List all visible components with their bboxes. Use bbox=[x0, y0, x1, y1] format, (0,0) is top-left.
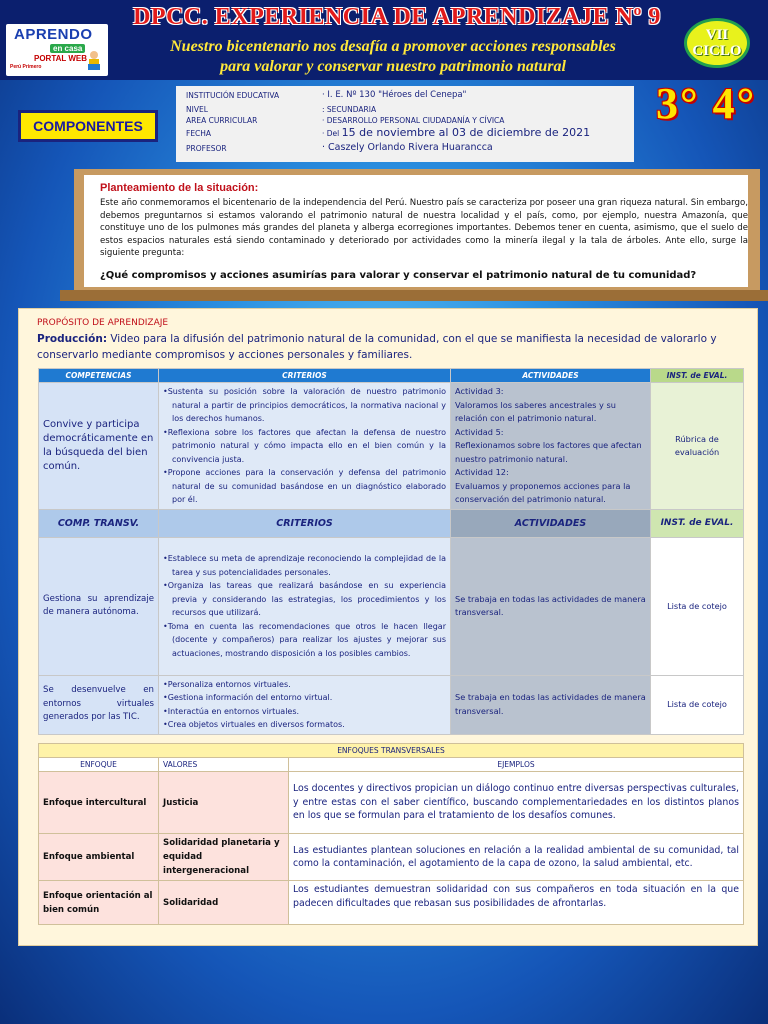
subtitle-line2: para valorar y conservar nuestro patrimonio natural bbox=[220, 58, 566, 75]
col-header: VALORES bbox=[159, 758, 289, 772]
activity-title: Actividad 3: bbox=[455, 386, 504, 396]
subtitle-line1: Nuestro bicentenario nos desafía a promover acciones responsables bbox=[170, 38, 616, 55]
col-header: COMP. TRANSV. bbox=[39, 509, 159, 537]
competency-cell: Convive y participa democráticamente en la búsqueda del bien común. bbox=[39, 383, 159, 510]
activities-cell bbox=[451, 383, 651, 510]
competencies-table bbox=[38, 368, 744, 735]
criterion-item: • Toma en cuenta las recomendaciones que otros le hacen llegar (docente y compañeros) para realizar los ajustes y mejorar sus actuaciones, mostrando disposición a los posibles cambios. bbox=[163, 620, 446, 661]
col-header: ACTIVIDADES bbox=[451, 369, 651, 383]
criteria-cell bbox=[159, 537, 451, 675]
criterion-item: • Crea objetos virtuales en diversos formatos. bbox=[163, 718, 446, 732]
situation-card bbox=[84, 175, 748, 287]
instrument-cell: Rúbrica de evaluación bbox=[651, 383, 744, 510]
col-header: INST. de EVAL. bbox=[651, 369, 744, 383]
activity-text: Reflexionamos sobre los factores que afectan nuestro patrimonio natural. bbox=[455, 440, 642, 464]
student-icon bbox=[86, 50, 102, 72]
activities-cell: Se trabaja en todas las actividades de manera transversal. bbox=[451, 675, 651, 734]
cycle-line1: VII bbox=[705, 27, 729, 43]
approaches-table bbox=[38, 743, 744, 925]
col-header: INST. de EVAL. bbox=[651, 509, 744, 537]
aprendo-en-casa-logo bbox=[6, 24, 108, 76]
logo-line4: Perú Primero bbox=[10, 64, 42, 70]
situation-body: Este año conmemoramos el bicentenario de la independencia del Perú. Nuestro país se caracteriza por poseer una gran riqueza natural. Sin embargo, debemos preguntarnos si estamos valorando el patrimonio natural de nuestra localidad y el país, como, por ejemplo, nuestra Amazonía, que constituye uno de los pulmones más grandes del planeta y alberga ecorregiones importantes. Debemos tener en cuenta, asimismo, que el suelo de estos espacios naturales está siendo contaminado y deteriorado por actividades como la minería ilegal y la tala de árboles. Ante ello, surge la siguiente pregunta: bbox=[100, 198, 748, 258]
criterion-item: • Establece su meta de aprendizaje reconociendo la complejidad de la tarea y sus potencialidades personales. bbox=[163, 552, 446, 579]
info-label: INSTITUCIÓN EDUCATIVA bbox=[186, 91, 280, 100]
col-header: ENFOQUE bbox=[39, 758, 159, 772]
approaches-title: ENFOQUES TRANSVERSALES bbox=[39, 744, 744, 758]
criteria-cell bbox=[159, 383, 451, 510]
instrument-cell: Lista de cotejo bbox=[651, 675, 744, 734]
logo-line2: en casa bbox=[50, 44, 85, 53]
page-subtitle bbox=[108, 37, 678, 77]
approach-cell: Enfoque ambiental bbox=[39, 834, 159, 881]
components-label: COMPONENTES bbox=[18, 110, 158, 142]
info-value: · Caszely Orlando Rivera Huarancca bbox=[322, 142, 493, 153]
info-label: AREA CURRICULAR bbox=[186, 116, 258, 125]
info-box bbox=[176, 86, 634, 162]
info-value: · I. E. Nº 130 "Héroes del Cenepa" bbox=[322, 90, 467, 100]
col-header: CRITERIOS bbox=[159, 509, 451, 537]
approach-cell: Enfoque orientación al bien común bbox=[39, 881, 159, 925]
criterion-item: • Reflexiona sobre los factores que afectan la defensa de nuestro patrimonio natural y cómo impacta ello en el bien común y la convivencia justa. bbox=[163, 426, 446, 467]
criterion-item: • Sustenta su posición sobre la valoración de nuestro patrimonio natural a partir de principios democráticos, la normativa nacional y los derechos humanos. bbox=[163, 385, 446, 426]
situation-title: Planteamiento de la situación: bbox=[100, 182, 259, 194]
competency-cell: Se desenvuelve en entornos virtuales generados por las TIC. bbox=[39, 675, 159, 734]
activities-cell: Se trabaja en todas las actividades de manera transversal. bbox=[451, 537, 651, 675]
criterion-item: • Gestiona información del entorno virtual. bbox=[163, 691, 446, 705]
production-text bbox=[37, 331, 737, 363]
info-value: · DESARROLLO PERSONAL CIUDADANÍA Y CÍVICA bbox=[322, 116, 505, 125]
criterion-item: • Organiza las tareas que realizará basándose en su experiencia previa y considerando las estrategias, los procedimientos y los recursos que utilizará. bbox=[163, 579, 446, 620]
criterion-item: • Personaliza entornos virtuales. bbox=[163, 678, 446, 692]
col-header: COMPETENCIAS bbox=[39, 369, 159, 383]
example-cell: Los docentes y directivos propician un diálogo continuo entre diversas perspectivas culturales, y entre estas con el saber científico, buscando complementariedades en los distintos planos en los que se formulan para el tratamiento de los desafíos comunes. bbox=[289, 772, 744, 834]
date-prefix: · Del bbox=[322, 129, 342, 138]
criterion-item: • Propone acciones para la conservación y defensa del patrimonio natural de su comunidad basándose en un diagnóstico elaborado por él. bbox=[163, 466, 446, 507]
situation-question: ¿Qué compromisos y acciones asumirías para valorar y conservar el patrimonio natural de tu comunidad? bbox=[100, 270, 697, 281]
logo-line1: APRENDO bbox=[14, 26, 93, 43]
criteria-cell bbox=[159, 675, 451, 734]
main-panel bbox=[18, 308, 758, 946]
info-label: FECHA bbox=[186, 129, 212, 138]
date-value: 15 de noviembre al 03 de diciembre de 2021 bbox=[341, 126, 591, 139]
board-shelf bbox=[60, 290, 768, 301]
activity-title: Actividad 12: bbox=[455, 467, 509, 477]
value-cell: Solidaridad bbox=[159, 881, 289, 925]
value-cell: Justicia bbox=[159, 772, 289, 834]
value-cell: Solidaridad planetaria y equidad intergeneracional bbox=[159, 834, 289, 881]
purpose-label: PROPÓSITO DE APRENDIZAJE bbox=[37, 318, 169, 328]
info-label: PROFESOR bbox=[186, 144, 227, 153]
competency-cell: Gestiona su aprendizaje de manera autónoma. bbox=[39, 537, 159, 675]
production-label: Producción: bbox=[37, 333, 108, 345]
example-cell: Los estudiantes demuestran solidaridad con sus compañeros en toda situación en la que padecen dificultades que rebasan sus posibilidades de afrontarlas. bbox=[289, 881, 744, 925]
criterion-item: • Interactúa en entornos virtuales. bbox=[163, 705, 446, 719]
col-header: EJEMPLOS bbox=[289, 758, 744, 772]
activity-text: Evaluamos y proponemos acciones para la conservación del patrimonio natural. bbox=[455, 480, 631, 504]
info-date bbox=[322, 126, 590, 139]
info-value: : SECUNDARIA bbox=[322, 105, 377, 114]
page-title: DPCC. EXPERIENCIA DE APRENDIZAJE Nº 9 bbox=[133, 4, 661, 30]
grades-label: 3° 4° bbox=[656, 79, 757, 128]
col-header: ACTIVIDADES bbox=[451, 509, 651, 537]
info-label: NIVEL bbox=[186, 105, 208, 114]
situation-board bbox=[74, 169, 760, 299]
col-header: CRITERIOS bbox=[159, 369, 451, 383]
activity-text: Valoramos los saberes ancestrales y su relación con el patrimonio natural. bbox=[455, 399, 616, 423]
activity-title: Actividad 5: bbox=[455, 426, 504, 437]
approach-cell: Enfoque intercultural bbox=[39, 772, 159, 834]
logo-line3: PORTAL WEB bbox=[34, 54, 88, 63]
cycle-badge bbox=[684, 18, 750, 68]
example-cell: Las estudiantes plantean soluciones en relación a la realidad ambiental de su comunidad, tal como la contaminación, el agotamiento de la capa de ozono, la salud ambiental, etc. bbox=[289, 834, 744, 881]
header-banner bbox=[0, 0, 768, 80]
cycle-line2: CICLO bbox=[692, 43, 742, 59]
production-description: Video para la difusión del patrimonio natural de la comunidad, con el que se manifiesta la necesidad de valorarlo y conservarlo mediante compromisos y acciones personales y familiares. bbox=[37, 333, 717, 361]
instrument-cell: Lista de cotejo bbox=[651, 537, 744, 675]
